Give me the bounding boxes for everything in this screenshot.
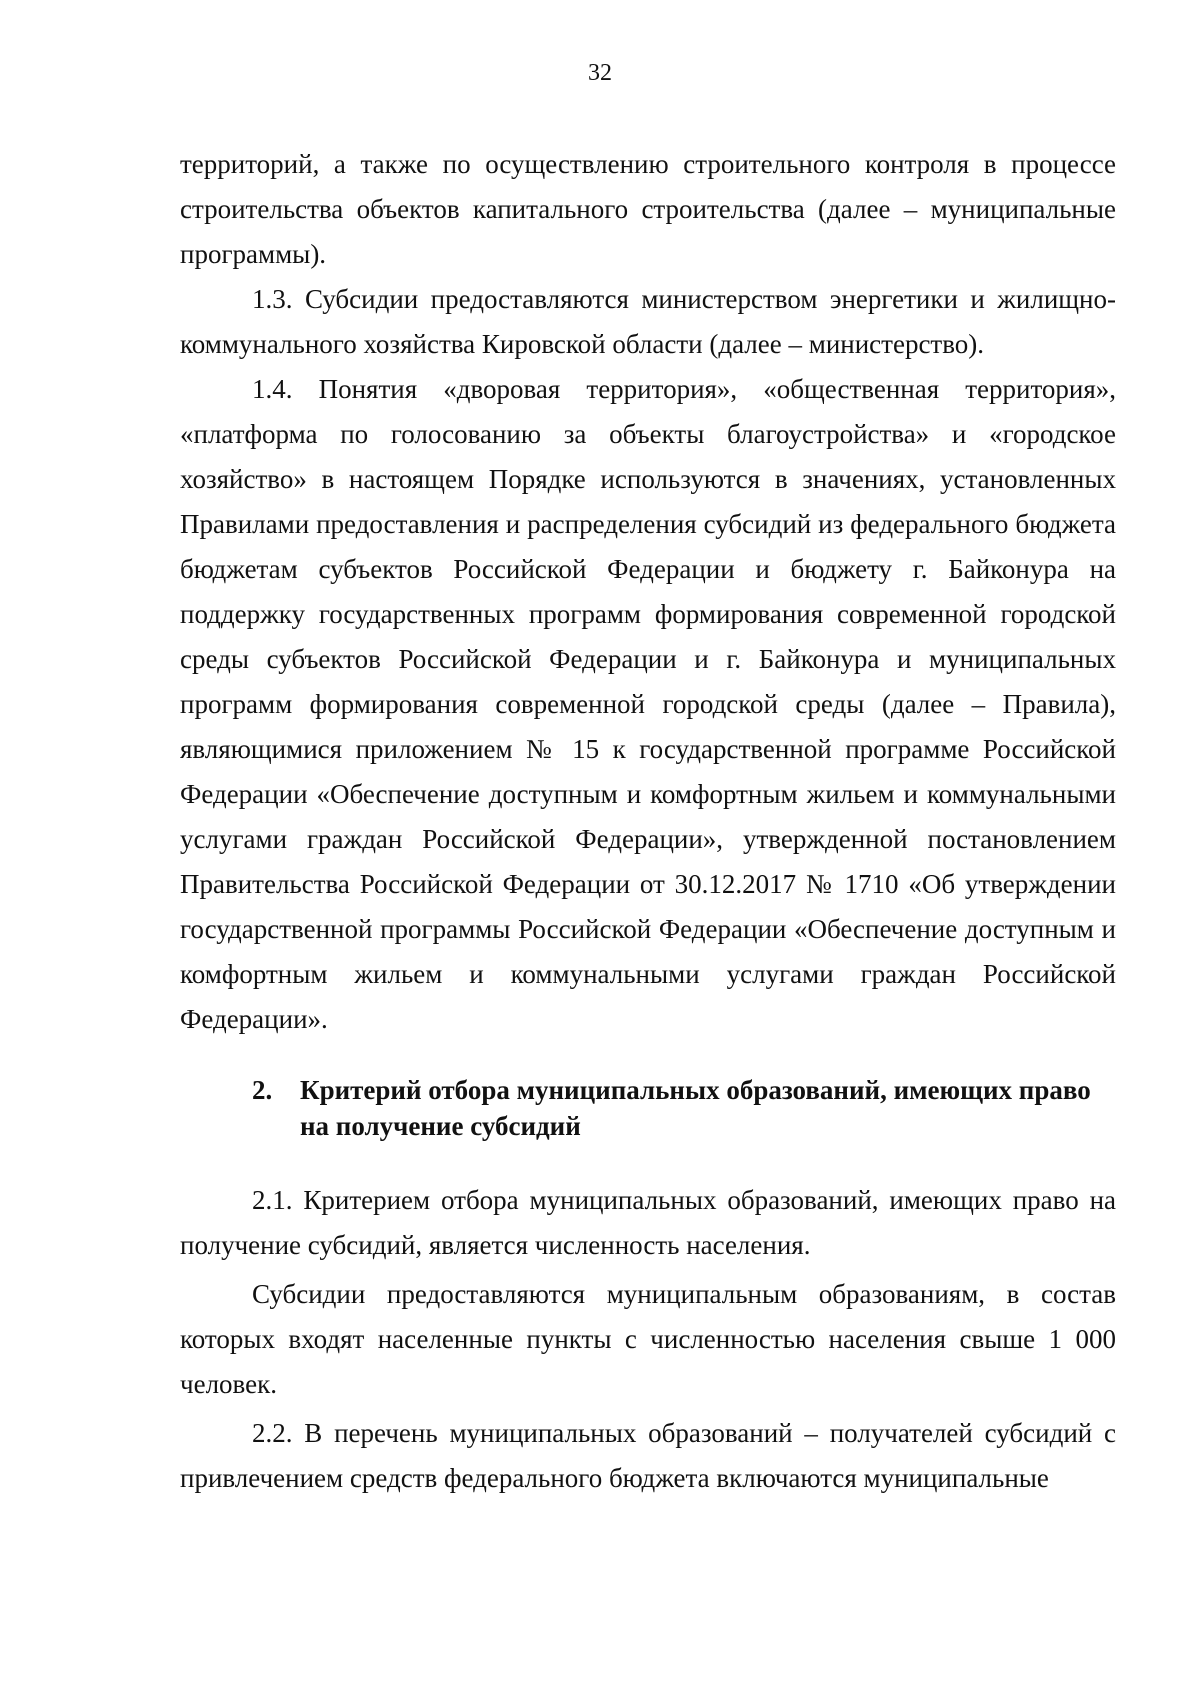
paragraph-2-2: 2.2. В перечень муниципальных образований – получателей субсидий с привлечением средств федерального бюджета включаются муниципальные <box>180 1418 1116 1493</box>
paragraph-1-4: 1.4. Понятия «дворовая территория», «общественная территория», «платформа по голосованию за объекты благоустройства» и «городское хозяйство» в настоящем Порядке используются в значениях, установленных Правилами предоставления и распределения субсидий из федерального бюджета бюджетам субъектов Российской Федерации и бюджету г. Байконура на поддержку государственных программ формирования современной городской среды субъектов Российской Федерации и г. Байконура и муниципальных программ формирования современной городской среды (далее – Правила), являющимися приложением № 15 к государственной программе Российской Федерации «Обеспечение доступным и комфортным жильем и коммунальными услугами граждан Российской Федерации», утвержденной постановлением Правительства Российской Федерации от 30.12.2017 № 1710 «Об утверждении государственной программы Российской Федерации «Обеспечение доступным и комфортным жильем и коммунальными услугами граждан Российской Федерации». <box>180 374 1116 1034</box>
paragraph-2-1-continued: Субсидии предоставляются муниципальным образованиям, в состав которых входят населенные пункты с численностью населения свыше 1 000 человек. <box>180 1279 1116 1399</box>
section-title: Критерий отбора муниципальных образований, имеющих право на получение субсидий <box>300 1075 1091 1141</box>
page-number: 32 <box>588 60 612 86</box>
paragraph-1-3: 1.3. Субсидии предоставляются министерством энергетики и жилищно-коммунального хозяйства Кировской области (далее – министерство). <box>180 284 1116 359</box>
section-heading-2 <box>180 1072 1116 1144</box>
section-number: 2. <box>252 1075 273 1105</box>
paragraph-continuation: территорий, а также по осуществлению строительного контроля в процессе строительства объектов капитального строительства (далее – муниципальные программы). <box>180 149 1116 269</box>
paragraph-2-1: 2.1. Критерием отбора муниципальных образований, имеющих право на получение субсидий, является численность населения. <box>180 1185 1116 1260</box>
document-body <box>180 142 1116 1501</box>
